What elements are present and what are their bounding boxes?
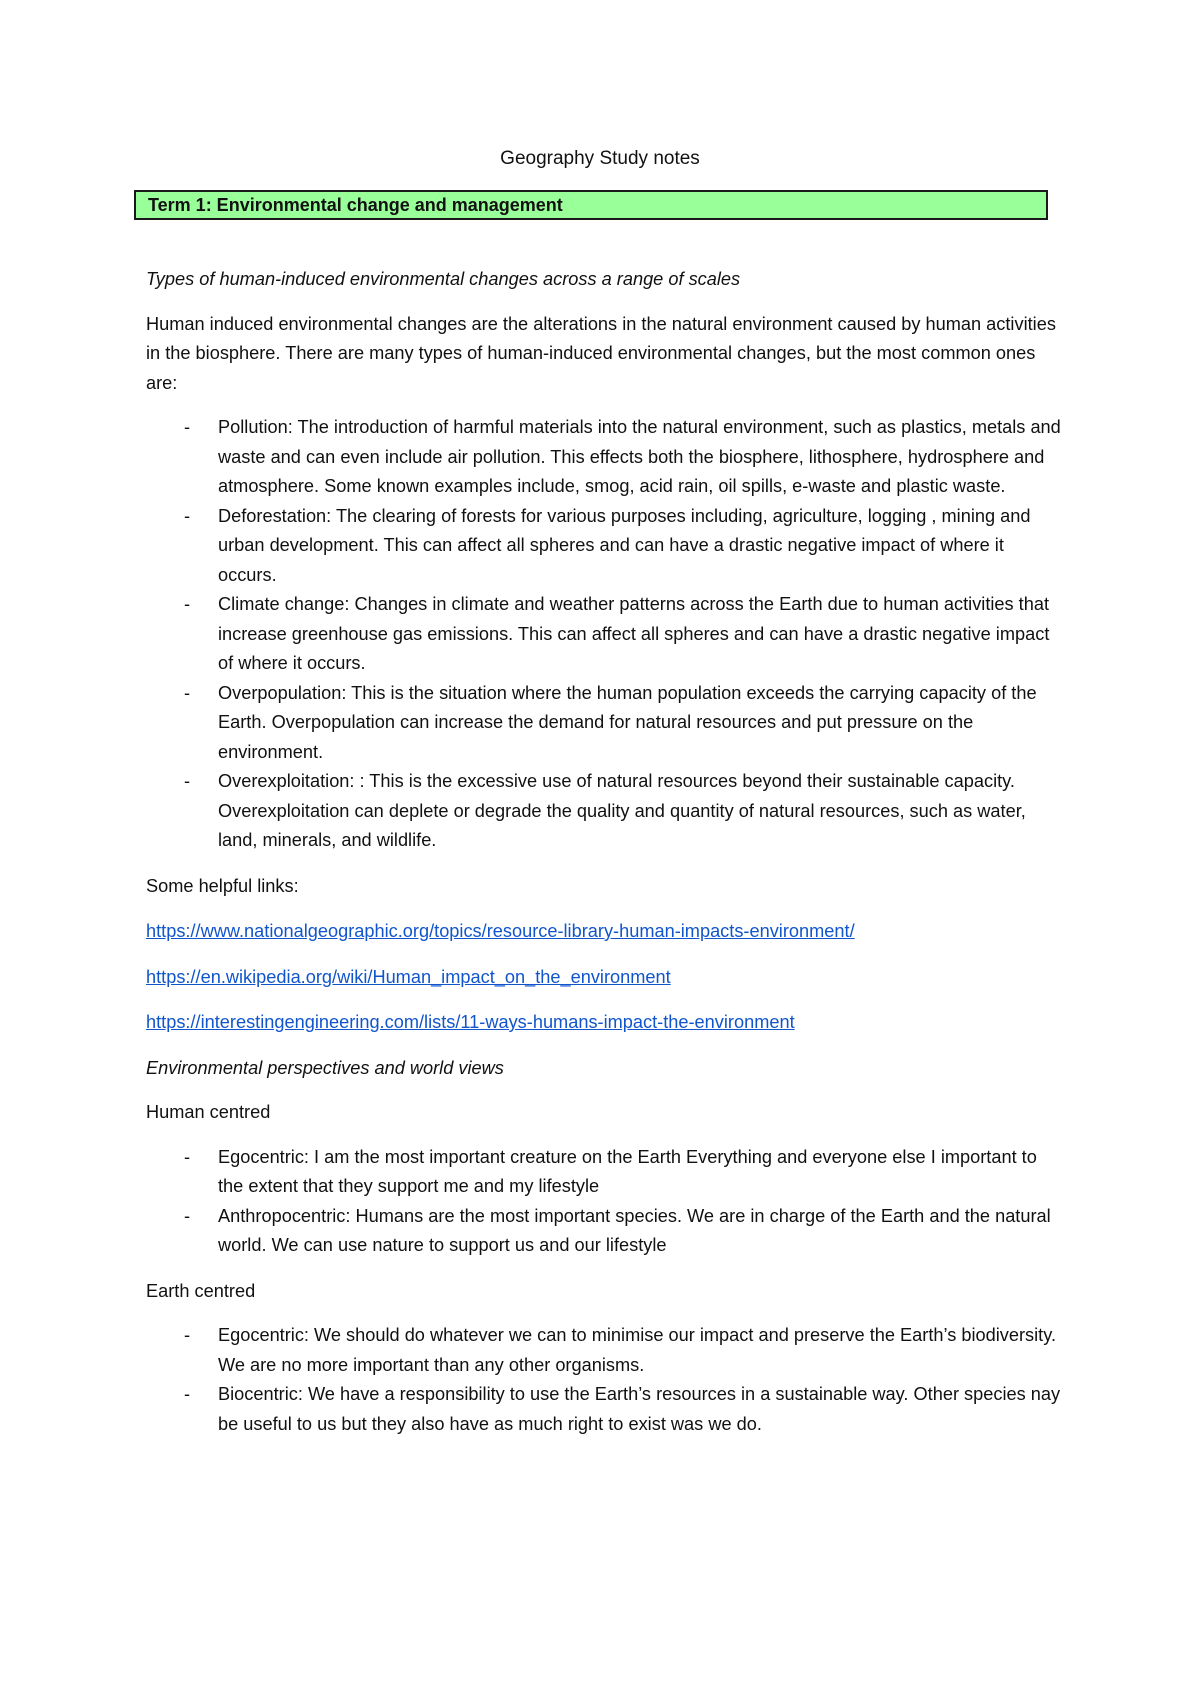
- list-item-text: Deforestation: The clearing of forests for various purposes including, agriculture, logging , mining and urban development. This can affect all spheres and can have a drastic negative impact of where it occurs.: [218, 505, 1031, 585]
- links-label: Some helpful links:: [146, 875, 299, 896]
- dash-bullet: -: [184, 771, 191, 791]
- changes-list: [146, 413, 1066, 856]
- section-heading-perspectives: Environmental perspectives and world views: [146, 1057, 504, 1078]
- list-item: [146, 413, 1066, 502]
- list-item: [146, 1380, 1066, 1439]
- list-item: [146, 1202, 1066, 1261]
- dash-bullet: -: [184, 1205, 191, 1226]
- list-item-text: Egocentric: We should do whatever we can to minimise our impact and preserve the Earth’s biodiversity. We are no more important than any other organisms.: [218, 1325, 1057, 1375]
- list-item: [146, 1143, 1066, 1202]
- dash-bullet: -: [184, 594, 191, 614]
- dash-bullet: -: [184, 505, 191, 526]
- document-title: Geography Study notes: [500, 148, 700, 169]
- list-item: [146, 679, 1066, 768]
- list-item: [146, 502, 1066, 591]
- list-item-text: Climate change: Changes in climate and weather patterns across the Earth due to human activities that increase greenhouse gas emissions. This can affect all spheres and can have a drastic negative impact of where it occurs.: [218, 594, 1050, 673]
- section-heading-human-induced-changes: Types of human-induced environmental changes across a range of scales: [146, 269, 741, 289]
- intro-paragraph: Human induced environmental changes are the alterations in the natural environment caused by human activities in the biosphere. There are many types of human-induced environmental changes, but the most common ones are:: [146, 313, 1056, 393]
- list-item-text: Biocentric: We have a responsibility to use the Earth’s resources in a sustainable way. Other species nay be useful to us but they also have as much right to exist was we do.: [218, 1384, 1061, 1434]
- list-item: [146, 767, 1066, 856]
- document-body: [146, 265, 1066, 1455]
- list-item-text: Overexploitation: : This is the excessive use of natural resources beyond their sustainable capacity. Overexploitation can deplete or degrade the quality and quantity of natural resources, such as water, land, minerals, and wildlife.: [218, 771, 1026, 850]
- list-item: [146, 1321, 1066, 1380]
- earth-centred-list: [146, 1321, 1066, 1439]
- dash-bullet: -: [184, 682, 191, 703]
- dash-bullet: -: [184, 1146, 191, 1167]
- link-national-geographic[interactable]: https://www.nationalgeographic.org/topics/resource-library-human-impacts-environment/: [146, 921, 855, 941]
- term-heading: Term 1: Environmental change and management: [134, 190, 1048, 220]
- dash-bullet: -: [184, 417, 191, 437]
- list-item-text: Egocentric: I am the most important creature on the Earth Everything and everyone else I important to the extent that they support me and my lifestyle: [218, 1146, 1037, 1196]
- human-centred-label: Human centred: [146, 1102, 271, 1122]
- list-item-text: Overpopulation: This is the situation where the human population exceeds the carrying capacity of the Earth. Overpopulation can increase the demand for natural resources and put pressure on the environment.: [218, 682, 1037, 762]
- link-interesting-engineering[interactable]: https://interestingengineering.com/lists/11-ways-humans-impact-the-environment: [146, 1012, 795, 1032]
- link-wikipedia[interactable]: https://en.wikipedia.org/wiki/Human_impact_on_the_environment: [146, 966, 671, 987]
- dash-bullet: -: [184, 1325, 191, 1345]
- list-item-text: Anthropocentric: Humans are the most important species. We are in charge of the Earth and the natural world. We can use nature to support us and our lifestyle: [218, 1205, 1051, 1255]
- human-centred-list: [146, 1143, 1066, 1261]
- earth-centred-label: Earth centred: [146, 1280, 256, 1301]
- list-item-text: Pollution: The introduction of harmful materials into the natural environment, such as plastics, metals and waste and can even include air pollution. This effects both the biosphere, lithosphere, hydrosphere and atmosphere. Some known examples include, smog, acid rain, oil spills, e-waste and plastic waste.: [218, 417, 1061, 496]
- helpful-links: [146, 872, 1066, 1038]
- dash-bullet: -: [184, 1384, 191, 1404]
- list-item: [146, 590, 1066, 679]
